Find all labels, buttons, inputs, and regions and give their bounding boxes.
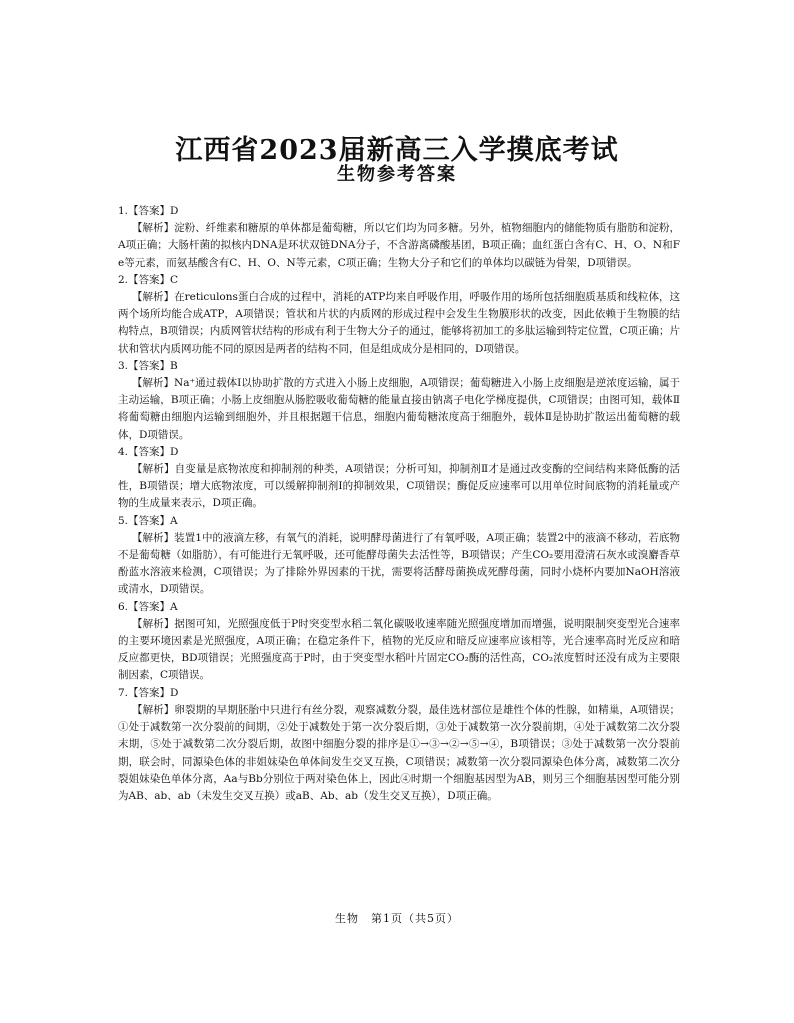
answer-explanation: 【解析】淀粉、纤维素和糖原的单体都是葡萄糖，所以它们均为同多糖。另外，植物细胞内的储能物质有脂肪和淀粉，A项正确；大肠杆菌的拟核内DNA是环状双链DNA分子，不含游离磷酸基团，B项正确；血红蛋白含有C、H、O、N和Fe等元素，而氨基酸含有C、H、O、N等元素，C项正确；生物大分子和它们的单体均以碳链为骨架，D项错误。 (118, 222, 680, 269)
answer-item (118, 444, 680, 513)
answer-explanation: 【解析】自变量是底物浓度和抑制剂的种类，A项错误；分析可知，抑制剂Ⅱ才是通过改变酶的空间结构来降低酶的活性，B项错误；增大底物浓度，可以缓解抑制剂Ⅰ的抑制效果，C项错误；酶促反应速率可以用单位时间底物的消耗量或产物的生成量来表示，D项正确。 (118, 463, 680, 510)
answer-item (118, 203, 680, 272)
answer-explanation: 【解析】Na⁺通过载体Ⅰ以协助扩散的方式进入小肠上皮细胞，A项错误；葡萄糖进入小肠上皮细胞是逆浓度运输，属于主动运输，B项正确；小肠上皮细胞从肠腔吸收葡萄糖的能量直接由钠离子电化学梯度提供，C项错误；由图可知，载体Ⅱ将葡萄糖由细胞内运输到细胞外，并且根据题干信息，细胞内葡萄糖浓度高于细胞外，载体Ⅱ是协助扩散运出葡萄糖的载体，D项错误。 (118, 377, 680, 441)
answer-item (118, 358, 680, 444)
answer-item (118, 513, 680, 599)
answer-label: 5.【答案】A (118, 514, 178, 527)
exam-subtitle: 生物参考答案 (337, 164, 457, 185)
answer-explanation: 【解析】在reticulons蛋白合成的过程中，消耗的ATP均来自呼吸作用，呼吸作用的场所包括细胞质基质和线粒体，这两个场所均能合成ATP，A项错误；管状和片状的内质网的形成过程中会发生生物膜形状的改变，因此依赖于生物膜的结构特点，B项错误；内质网管状结构的形成有利于生物大分子的通过，能够将初加工的多肽运输到特定位置，C项正确；片状和管状内质网功能不同的原因是两者的结构不同，但是组成成分是相同的，D项错误。 (118, 291, 680, 355)
answer-explanation: 【解析】卵裂期的早期胚胎中只进行有丝分裂，观察减数分裂，最佳选材部位是雄性个体的性腺，如精巢，A项错误；①处于减数第一次分裂前的间期，②处于减数处于第一次分裂后期，③处于减数第一次分裂前期，④处于减数第二次分裂末期，⑤处于减数第二次分裂后期，故图中细胞分裂的排序是①→③→②→⑤→④，B项错误；③处于减数第一次分裂前期，联会时，同源染色体的非姐妹染色单体间发生交叉互换，C项错误；减数第一次分裂同源染色体分离，减数第二次分裂姐妹染色单体分离，Aa与Bb分别位于两对染色体上，因此④时期一个细胞基因型为AB，则另三个细胞基因型可能分别为AB、ab、ab（未发生交叉互换）或aB、Ab、ab（发生交叉互换），D项正确。 (118, 703, 680, 802)
answer-label: 6.【答案】A (118, 600, 178, 613)
answer-explanation: 【解析】据图可知，光照强度低于P时突变型水稻二氧化碳吸收速率随光照强度增加而增强，说明限制突变型光合速率的主要环境因素是光照强度，A项正确；在稳定条件下，植物的光反应和暗反应速率应该相等，光合速率高时光反应和暗反应都更快，BD项错误；光照强度高于P时，由于突变型水稻叶片固定CO₂酶的活性高，CO₂浓度暂时还没有成为主要限制因素，C项错误。 (118, 617, 680, 682)
answer-list (118, 203, 680, 805)
answer-item (118, 599, 680, 685)
answer-label: 4.【答案】D (118, 445, 179, 458)
answer-label: 7.【答案】D (118, 686, 179, 699)
page-footer: 生物 第1页（共5页） (335, 912, 459, 925)
answer-label: 2.【答案】C (118, 273, 179, 286)
answer-item (118, 272, 680, 358)
answer-label: 1.【答案】D (118, 205, 179, 217)
answer-item (118, 685, 680, 805)
answer-label: 3.【答案】B (118, 359, 178, 372)
answer-explanation: 【解析】装置1中的液滴左移，有氧气的消耗，说明酵母菌进行了有氧呼吸，A项正确；装置2中的液滴不移动，若底物不是葡萄糖（如脂肪），有可能进行无氧呼吸，还可能酵母菌失去活性等，B项错误；产生CO₂要用澄清石灰水或溴麝香草酚蓝水溶液来检测，C项错误；为了排除外界因素的干扰，需要将活酵母菌换成死酵母菌，同时小烧杯内要加NaOH溶液或清水，D项错误。 (118, 531, 680, 596)
exam-title: 江西省2023届新高三入学摸底考试 (175, 135, 619, 166)
